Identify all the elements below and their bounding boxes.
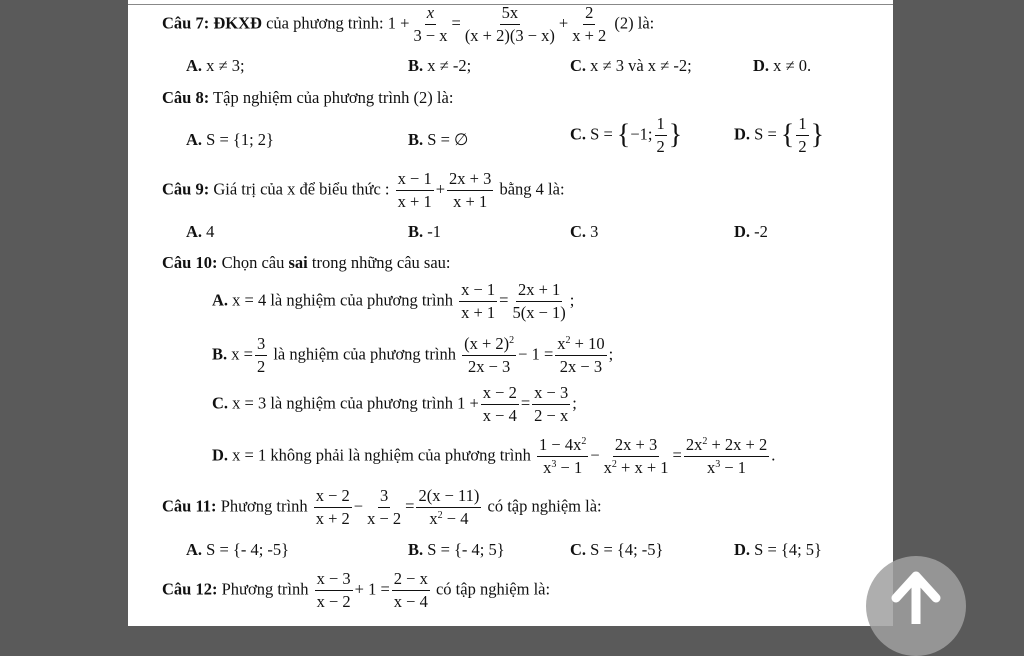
q7-eq-tail: (2) là: xyxy=(614,13,655,33)
question-12: Câu 12: Phương trình $\frac{x - 3}{x - 2}$ + 1 = $\frac{2 - x}{x - 4}$ có tập nghiệm là: xyxy=(162,569,551,612)
q9-option-a: A. 4 xyxy=(186,222,215,241)
q7-keyword: ĐKXĐ xyxy=(209,13,262,33)
q7-eq-one: 1 + xyxy=(387,13,410,33)
q11-option-a: A. S = {- 4; -5} xyxy=(186,540,290,559)
question-10-label: Câu 10: xyxy=(162,253,218,272)
q11-option-c: C. S = {4; -5} xyxy=(570,540,664,559)
q8-option-b: B. S = ∅ xyxy=(408,130,469,149)
q7-frac-3: $\frac{2}{x + 2}$ xyxy=(572,3,607,46)
q11-option-b: B. S = {- 4; 5} xyxy=(408,540,505,559)
question-7 xyxy=(162,4,654,45)
q9-option-d: D. -2 xyxy=(734,222,768,241)
q7-option-a: A. x ≠ 3; xyxy=(186,56,245,75)
q7-frac-1: $\frac{x}{3 - x}$ xyxy=(413,3,448,46)
q7-option-b: B. x ≠ -2; xyxy=(408,56,472,75)
q8-text: Tập nghiệm của phương trình (2) là: xyxy=(209,88,454,107)
q10-statement-c: C. x = 3 là nghiệm của phương trình 1 + $\frac{x - 2}{x - 4}$ = $\frac{x - 3}{2 - x}$ ; xyxy=(212,383,577,426)
q7-frac-2: $\frac{5x}{(x + 2)(3 - x)}$ xyxy=(464,3,555,46)
document-page xyxy=(128,0,893,626)
question-9: Câu 9: Giá trị của x để biểu thức : $\frac{x - 1}{x + 1}$ + $\frac{2x + 3}{x + 1}$ bằng 4 là: xyxy=(162,169,565,212)
q9-frac-1: $\frac{x - 1}{x + 1}$ xyxy=(397,169,432,212)
q10-statement-b: B. x = $\frac{3}{2}$ là nghiệm của phương trình $\frac{(x + 2)^2}{2x - 3}$ − 1 = $\frac{x^2 + 10}{2x - 3}$ ; xyxy=(212,334,614,377)
question-11: Câu 11: Phương trình $\frac{x - 2}{x + 2}$ − $\frac{3}{x - 2}$ = $\frac{2(x - 11)}{x^2 - 4}$ có tập nghiệm là: xyxy=(162,486,602,529)
question-12-label: Câu 12: xyxy=(162,579,218,599)
q7-eq-plus: + xyxy=(558,13,569,33)
question-8-label: Câu 8: xyxy=(162,88,210,107)
arrow-up-icon xyxy=(888,568,944,624)
question-10: Câu 10: Chọn câu sai trong những câu sau: xyxy=(162,253,451,272)
q7-text: của phương trình: xyxy=(261,13,384,33)
q9-frac-2: $\frac{2x + 3}{x + 1}$ xyxy=(449,169,492,212)
q11-option-d: D. S = {4; 5} xyxy=(734,540,822,559)
scroll-to-top-button[interactable] xyxy=(866,556,966,656)
q10-bold-word: sai xyxy=(288,253,308,272)
q8-option-c: C. S = {−1; $\frac{1}{2}$ } xyxy=(570,114,683,157)
q8-option-d: D. S = { $\frac{1}{2}$ } xyxy=(734,114,825,157)
q10-statement-a: A. x = 4 là nghiệm của phương trình $\frac{x - 1}{x + 1}$ = $\frac{2x + 1}{5(x - 1)}$ ; xyxy=(212,280,575,323)
question-8 xyxy=(162,88,453,108)
q10-statement-d: D. x = 1 không phải là nghiệm của phương trình $\frac{1 - 4x^2}{x^3 - 1}$ − $\frac{2x + 3}{x^2 + x + 1}$ = $\frac{2x^2 + 2x + 2}{x^3 - 1}$ . xyxy=(212,435,776,478)
q8-option-a: A. S = {1; 2} xyxy=(186,130,274,149)
q7-option-c: C. x ≠ 3 và x ≠ -2; xyxy=(570,56,692,75)
q9-text: Giá trị của x để biểu thức : xyxy=(209,179,390,199)
question-9-label: Câu 9: xyxy=(162,179,210,199)
q9-option-b: B. -1 xyxy=(408,222,442,241)
q7-option-d: D. x ≠ 0. xyxy=(753,56,812,75)
question-7-label: Câu 7: xyxy=(162,13,210,33)
q7-eq-sign: = xyxy=(451,13,461,33)
question-11-label: Câu 11: xyxy=(162,496,217,516)
q9-option-c: C. 3 xyxy=(570,222,599,241)
q9-tail: bằng 4 là: xyxy=(499,179,565,199)
